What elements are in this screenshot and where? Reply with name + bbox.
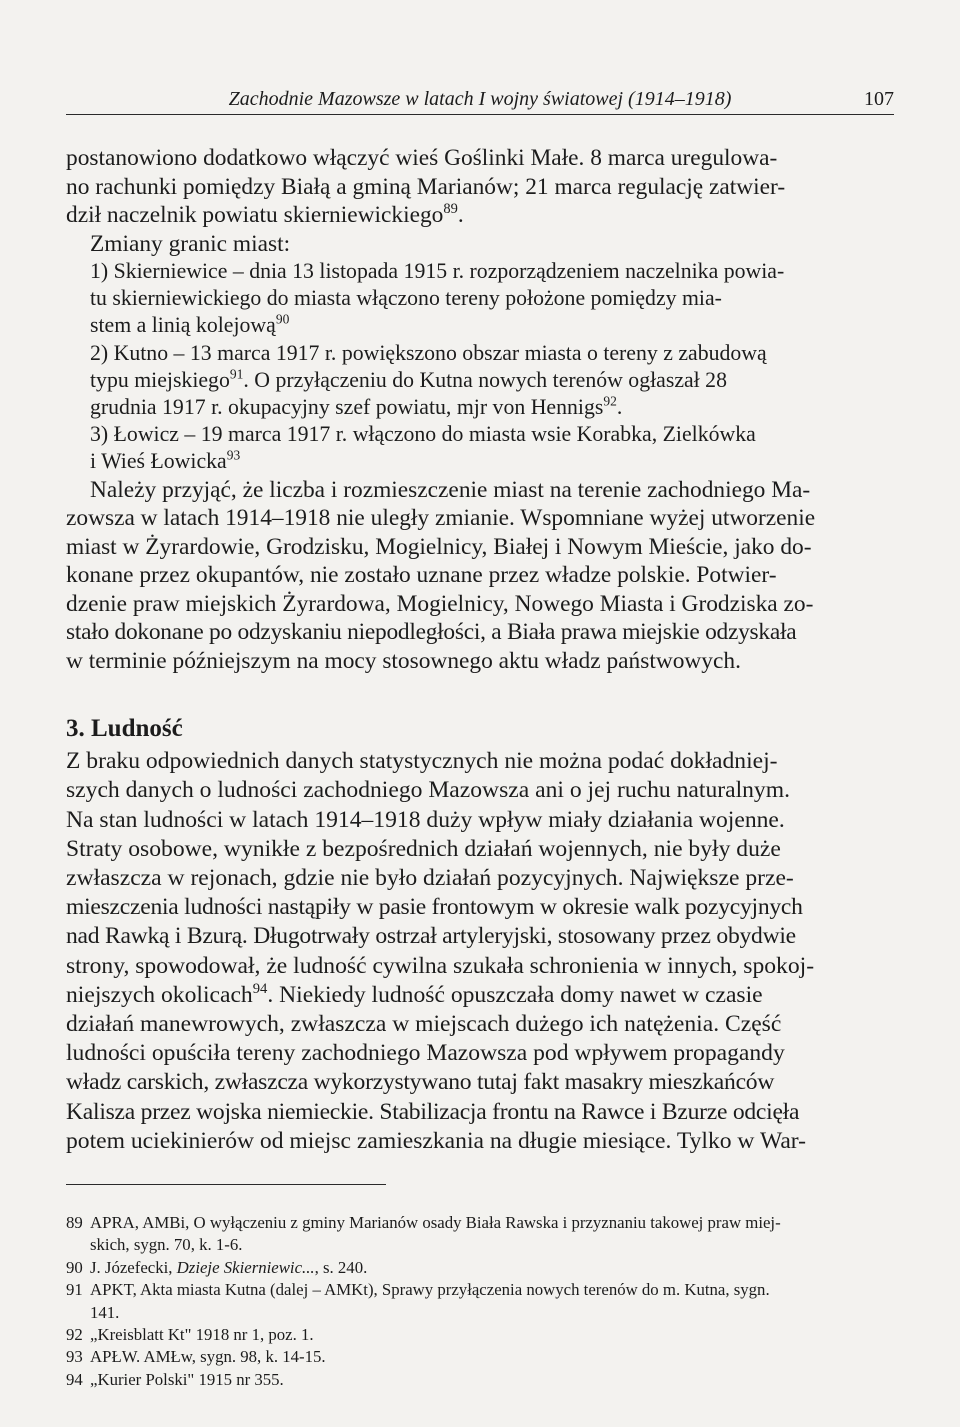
text-line	[66, 201, 894, 230]
text-line: dzenie praw miejskich Żyrardowa, Mogielnicy, Nowego Miasta i Grodziska zo-	[66, 590, 814, 617]
list-item-line	[66, 394, 894, 421]
text-span: grudnia 1917 r. okupacyjny szef powiatu, mjr von Hennigs	[90, 395, 604, 420]
text-line: działań manewrowych, zwłaszcza w miejscach dużego ich natężenia. Część	[66, 1010, 782, 1037]
footnote-ref-91[interactable]: 91	[229, 366, 244, 382]
text-span: i Wieś Łowicka	[90, 449, 227, 474]
footnote-89	[66, 1212, 894, 1257]
footnote-92	[66, 1324, 894, 1346]
text-line: nad Rawką i Bzurą. Długotrwały ostrzał artyleryjski, stosowany przez obydwie	[66, 923, 796, 950]
section-ludnosc	[66, 713, 894, 1156]
text-line: zowsza w latach 1914–1918 nie uległy zmianie. Wspomniane wyżej utworzenie	[66, 505, 816, 532]
running-title: Zachodnie Mazowsze w latach I wojny światowej (1914–1918)	[228, 88, 732, 110]
text-line: Zmiany granic miast:	[90, 230, 291, 257]
main-text	[66, 144, 894, 1156]
town-boundary-list	[66, 258, 894, 476]
text-span: niejszych okolicach	[66, 981, 253, 1008]
footnote-ref-93[interactable]: 93	[226, 448, 241, 464]
footnote-ref-90[interactable]: 90	[275, 312, 290, 328]
footnote-number: 90	[66, 1257, 83, 1277]
footnote-93	[66, 1346, 894, 1368]
footnote-text	[90, 1279, 894, 1324]
text-span: APKT, Akta miasta Kutna (dalej – AMKt), Sprawy przyłączenia nowych terenów do m. Kutna, sygn.	[90, 1280, 770, 1300]
footnote-94	[66, 1369, 894, 1391]
text-line: Na stan ludności w latach 1914–1918 duży wpływ miały działania wojenne.	[66, 806, 785, 833]
text-span: stem a linią kolejową	[90, 313, 276, 338]
text-span: J. Józefecki,	[90, 1257, 177, 1277]
text-line: miast w Żyrardowie, Grodzisku, Mogielnicy, Białej i Nowym Mieście, jako do-	[66, 533, 812, 560]
text-span: 141.	[90, 1302, 120, 1322]
footnotes	[66, 1212, 894, 1391]
footnote-ref-94[interactable]: 94	[252, 980, 268, 997]
list-item-line	[66, 367, 894, 394]
text-line: zwłaszcza w rejonach, gdzie nie było działań pozycyjnych. Największe prze-	[66, 864, 794, 891]
list-item-line: tu skierniewickiego do miasta włączono tereny położone pomiędzy mia-	[90, 286, 722, 311]
footnote-ref-92[interactable]: 92	[603, 393, 617, 409]
text-line: Należy przyjąć, że liczba i rozmieszczenie miast na terenie zachodniego Ma-	[90, 476, 811, 503]
text-line: strony, spowodował, że ludność cywilna szukała schronienia w innych, spokoj-	[66, 952, 815, 979]
text-span: . Niekiedy ludność opuszczała domy nawet w czasie	[267, 981, 763, 1008]
text-line: Straty osobowe, wynikłe z bezpośrednich działań wojennych, nie były duże	[66, 835, 781, 862]
footnote-90	[66, 1257, 894, 1279]
footnote-number: 93	[66, 1347, 83, 1367]
text-span: APRA, AMBi, O wyłączeniu z gminy Marianów osady Biała Rawska i przyznaniu takowej praw miej-	[90, 1213, 781, 1232]
footnote-text	[90, 1212, 894, 1257]
footnote-text	[90, 1257, 894, 1279]
text-line	[66, 981, 894, 1010]
page-number: 107	[864, 88, 894, 110]
list-item-line	[66, 448, 894, 475]
book-title: Dzieje Skierniewic...	[176, 1257, 315, 1277]
text-span: , s. 240.	[314, 1257, 368, 1277]
text-span: dził naczelnik powiatu skierniewickiego	[66, 202, 444, 228]
footnote-text: „Kurier Polski" 1915 nr 355.	[90, 1369, 284, 1389]
text-line: szych danych o ludności zachodniego Mazowsza ani o jej ruchu naturalnym.	[66, 777, 790, 804]
text-span: typu miejskiego	[90, 367, 230, 392]
running-header	[66, 86, 894, 115]
text-line: w terminie późniejszym na mocy stosownego aktu władz państwowych.	[66, 647, 741, 674]
text-span: skich, sygn. 70, k. 1-6.	[90, 1235, 243, 1255]
list-item-line: 1) Skierniewice – dnia 13 listopada 1915 r. rozporządzeniem naczelnika powia-	[90, 259, 785, 283]
text-line: władz carskich, zwłaszcza wykorzystywano tutaj fakt masakry mieszkańców	[66, 1069, 775, 1096]
footnote-ref-89[interactable]: 89	[443, 201, 458, 218]
text-line: ludności opuściła tereny zachodniego Mazowsza pod wpływem propagandy	[66, 1040, 785, 1067]
footnote-number: 92	[66, 1325, 83, 1345]
footnote-number: 91	[66, 1280, 83, 1300]
text-line: postanowiono dodatkowo włączyć wieś Goślinki Małe. 8 marca uregulowa-	[66, 145, 778, 171]
paragraph	[66, 476, 894, 676]
text-line: konane przez okupantów, nie zostało uznane przez władze polskie. Potwier-	[66, 562, 777, 589]
list-item-line	[66, 312, 894, 339]
footnote-rule	[66, 1184, 386, 1185]
text-line: Kalisza przez wojska niemieckie. Stabilizacja frontu na Rawce i Bzurze odcięła	[66, 1098, 800, 1125]
list-item-line: 2) Kutno – 13 marca 1917 r. powiększono obszar miasta o tereny z zabudową	[90, 340, 767, 365]
footnote-text: „Kreisblatt Kt" 1918 nr 1, poz. 1.	[90, 1325, 314, 1345]
list-item-line: 3) Łowicz – 19 marca 1917 r. włączono do miasta wsie Korabka, Zielkówka	[90, 422, 756, 447]
text-span: .	[616, 395, 623, 420]
footnote-number: 89	[66, 1213, 83, 1232]
text-line: stało dokonane po odzyskaniu niepodległości, a Biała prawa miejskie odzyskała	[66, 619, 797, 646]
text-span: .	[457, 202, 464, 228]
section-paragraph	[66, 747, 894, 1156]
text-span: . O przyłączeniu do Kutna nowych terenów ogłaszał 28	[243, 367, 727, 392]
footnote-text: APŁW. AMŁw, sygn. 98, k. 14-15.	[90, 1347, 326, 1367]
text-line: mieszczenia ludności nastąpiły w pasie frontowym w okresie walk pozycyjnych	[66, 894, 803, 921]
footnote-91	[66, 1279, 894, 1324]
text-line: Z braku odpowiednich danych statystycznych nie można podać dokładniej-	[66, 748, 778, 775]
text-line: no rachunki pomiędzy Białą a gminą Marianów; 21 marca regulację zatwier-	[66, 173, 786, 200]
footnote-number: 94	[66, 1369, 83, 1389]
text-line: potem uciekinierów od miejsc zamieszkania na długie miesiące. Tylko w War-	[66, 1127, 807, 1154]
section-heading: 3. Ludność	[66, 715, 183, 743]
